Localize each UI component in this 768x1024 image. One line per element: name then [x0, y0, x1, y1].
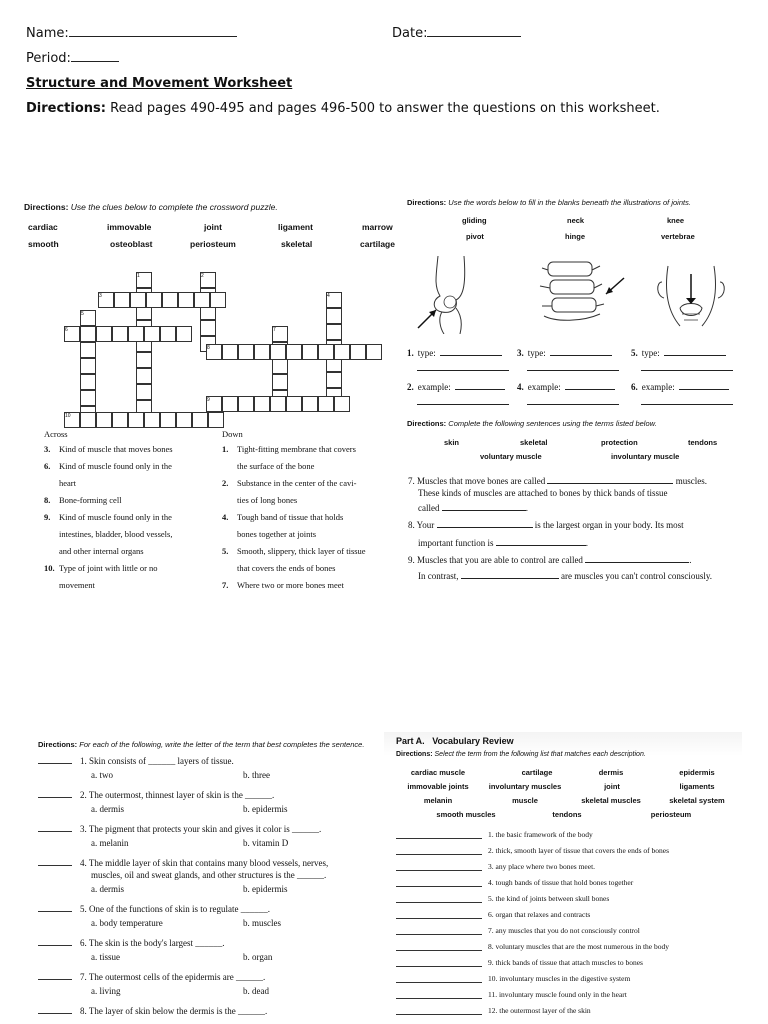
clue-text: Type of joint with little or no	[59, 563, 158, 573]
skin-question[interactable]	[38, 790, 274, 800]
crossword-clue-number: 1	[137, 273, 140, 279]
crossword-cell[interactable]	[272, 374, 288, 390]
joint-answer[interactable]	[407, 382, 505, 392]
worksheet-title: Structure and Movement Worksheet	[26, 76, 293, 91]
crossword-cell[interactable]	[80, 326, 96, 342]
vocab-item[interactable]	[396, 958, 643, 967]
crossword-cell[interactable]	[272, 358, 288, 374]
crossword-cell[interactable]	[128, 412, 144, 428]
word: tendons	[688, 438, 718, 447]
main-directions-label: Directions:	[26, 101, 106, 116]
clue-number: 9.	[44, 512, 51, 522]
clue	[222, 577, 402, 594]
clue	[222, 560, 402, 577]
word: smooth	[28, 239, 59, 249]
skin-question[interactable]	[38, 1006, 267, 1016]
answer-blank[interactable]	[38, 763, 72, 764]
vocab-description: 3. any place where two bones meet.	[488, 862, 596, 871]
clue-text: and other internal organs	[59, 546, 144, 556]
joint-label: type:	[417, 348, 436, 358]
clue-text: Smooth, slippery, thick layer of tissue	[237, 546, 366, 556]
joints-dir-text: Use the words below to fill in the blanks beneath the illustrations of joints.	[448, 198, 691, 207]
clue-text: Kind of muscle found only in the	[59, 461, 172, 471]
clue	[44, 560, 224, 577]
joint-label: type:	[527, 348, 546, 358]
crossword-cell[interactable]	[238, 396, 254, 412]
answer-blank[interactable]	[396, 966, 482, 967]
clue-text: Substance in the center of the cavi-	[237, 478, 357, 488]
vocab-word: cardiac muscle	[410, 768, 466, 777]
sentence-9[interactable]: 9. Muscles that you are able to control are called .	[408, 555, 692, 565]
vocab-description: 12. the outermost layer of the skin	[488, 1006, 591, 1015]
crossword-cell[interactable]	[326, 324, 342, 340]
vocab-description: 11. involuntary muscle found only in the heart	[488, 990, 627, 999]
vocab-word: melanin	[423, 796, 453, 805]
vocab-item[interactable]	[396, 990, 627, 999]
crossword-clue-number: 8	[207, 345, 210, 351]
vocab-dir-label: Directions:	[396, 751, 433, 758]
crossword-clue-number: 5	[81, 311, 84, 317]
skin-question[interactable]	[38, 824, 321, 834]
skin-question[interactable]	[38, 904, 270, 914]
vocab-word: muscle	[512, 796, 538, 805]
crossword-cell[interactable]	[194, 292, 210, 308]
crossword-dir-text: Use the clues below to complete the crossword puzzle.	[70, 202, 278, 212]
crossword-clue-number: 2	[201, 273, 204, 279]
crossword-cell[interactable]	[80, 358, 96, 374]
joint-answer[interactable]	[631, 382, 729, 392]
question-text: 3. The pigment that protects your skin and gives it color is ______.	[80, 824, 322, 834]
vocab-word: immovable joints	[407, 782, 469, 791]
clue-text: Kind of muscle that moves bones	[59, 444, 173, 454]
crossword-cell[interactable]	[254, 344, 270, 360]
crossword-clue-number: 9	[207, 397, 210, 403]
sentence-text: are muscles you can't control consciously.	[561, 571, 712, 581]
word: cardiac	[28, 222, 58, 232]
word: joint	[204, 222, 222, 232]
crossword-cell[interactable]	[366, 344, 382, 360]
crossword-cell[interactable]	[160, 326, 176, 342]
joint-answer-line[interactable]	[527, 370, 619, 371]
choice-a: a. two	[91, 770, 113, 780]
clue	[222, 509, 402, 526]
vocab-word: smooth muscles	[436, 810, 496, 819]
clue	[44, 526, 224, 543]
joint-answer[interactable]	[631, 348, 726, 358]
crossword-clue-number: 3	[99, 293, 102, 299]
answer-blank[interactable]	[38, 911, 72, 912]
crossword-cell[interactable]	[318, 344, 334, 360]
joint-number: 5.	[631, 348, 638, 358]
choice-b: b. dead	[243, 986, 269, 996]
vocab-word: periosteum	[650, 810, 692, 819]
answer-blank[interactable]	[38, 979, 72, 980]
word: skeletal	[281, 239, 313, 249]
word: involuntary muscle	[611, 452, 680, 461]
sentences-dir-text: Complete the following sentences using the terms listed below.	[448, 419, 657, 428]
crossword-cell[interactable]	[210, 292, 226, 308]
crossword-cell[interactable]	[80, 342, 96, 358]
clue-text: intestines, bladder, blood vessels,	[59, 529, 173, 539]
sentence-8-cont[interactable]: important function is .	[418, 538, 588, 548]
choice-b: b. vitamin D	[243, 838, 289, 848]
crossword-cell[interactable]	[80, 412, 96, 428]
main-directions-text: Read pages 490-495 and pages 496-500 to answer the questions on this worksheet.	[110, 101, 660, 116]
joint-answer-line[interactable]	[417, 404, 509, 405]
crossword-cell[interactable]	[144, 412, 160, 428]
question-text: 6. The skin is the body's largest ______.	[80, 938, 225, 948]
clue	[222, 543, 402, 560]
vocab-item[interactable]	[396, 910, 590, 919]
word: immovable	[107, 222, 152, 232]
sentence-text: called	[418, 503, 440, 513]
crossword-cell[interactable]	[350, 344, 366, 360]
word: periosteum	[190, 239, 236, 249]
vocab-word: cartilage	[521, 768, 553, 777]
vocab-item[interactable]	[396, 894, 609, 903]
word: knee	[667, 216, 685, 225]
word: neck	[567, 216, 585, 225]
vocab-item[interactable]	[396, 846, 669, 855]
sentence-7[interactable]	[408, 476, 707, 486]
crossword-cell[interactable]	[80, 374, 96, 390]
period-label: Period:	[26, 51, 71, 66]
answer-blank[interactable]	[396, 950, 482, 951]
crossword-cell[interactable]	[176, 412, 192, 428]
word: osteoblast	[110, 239, 153, 249]
answer-blank[interactable]	[396, 838, 482, 839]
crossword-cell[interactable]	[222, 396, 238, 412]
vocab-description: 7. any muscles that you do not consciously control	[488, 926, 640, 935]
crossword-cell[interactable]	[144, 326, 160, 342]
vocab-title: Vocabulary Review	[432, 736, 514, 746]
crossword-cell[interactable]	[136, 384, 152, 400]
crossword-cell[interactable]	[114, 292, 130, 308]
crossword-cell[interactable]	[208, 412, 224, 428]
vocab-item[interactable]	[396, 830, 593, 839]
crossword-cell[interactable]	[192, 412, 208, 428]
choice-b: b. epidermis	[243, 884, 288, 894]
sentence-text: is the largest organ in your body. Its most	[534, 520, 684, 530]
word: skeletal	[520, 438, 548, 447]
sentence-text: 9. Muscles that you are able to control are called	[408, 555, 583, 565]
word: pivot	[466, 232, 484, 241]
joint-answer[interactable]	[517, 382, 615, 392]
skin-question[interactable]	[38, 972, 265, 982]
choice-a: a. living	[91, 986, 121, 996]
skin-directions	[38, 740, 364, 749]
crossword-cell[interactable]	[200, 320, 216, 336]
answer-blank[interactable]	[396, 886, 482, 887]
sentence-9-cont[interactable]	[418, 571, 712, 581]
vocab-word: skeletal muscles	[581, 796, 641, 805]
across-clues	[44, 428, 224, 594]
word: hinge	[565, 232, 585, 241]
joint-answer-line[interactable]	[527, 404, 619, 405]
crossword-clue-number: 4	[327, 293, 330, 299]
choice-b: b. three	[243, 770, 270, 780]
skin-question[interactable]	[38, 756, 234, 766]
joint-answer-line[interactable]	[417, 370, 509, 371]
choice-b: b. organ	[243, 952, 273, 962]
sentence-text: muscles.	[675, 476, 707, 486]
down-title: Down	[222, 429, 243, 439]
crossword-cell[interactable]	[302, 396, 318, 412]
choice-a: a. melanin	[91, 838, 129, 848]
answer-blank[interactable]	[396, 934, 482, 935]
crossword-clue-number: 6	[65, 327, 68, 333]
vocab-item[interactable]	[396, 974, 630, 983]
answer-blank[interactable]	[396, 998, 482, 999]
crossword-cell[interactable]	[334, 344, 350, 360]
vocab-word: epidermis	[679, 768, 715, 777]
crossword-cell[interactable]	[160, 412, 176, 428]
vocab-item[interactable]	[396, 1006, 591, 1015]
crossword-cell[interactable]	[112, 326, 128, 342]
vocab-word: tendons	[552, 810, 582, 819]
answer-blank[interactable]	[396, 870, 482, 871]
clue-number: 6.	[44, 461, 51, 471]
crossword-cell[interactable]	[318, 396, 334, 412]
joint-answer-line[interactable]	[641, 404, 733, 405]
vocab-item[interactable]	[396, 862, 595, 871]
crossword-cell[interactable]	[334, 396, 350, 412]
skin-dir-text: For each of the following, write the letter of the term that best completes the sentence.	[79, 740, 365, 749]
clue	[44, 475, 224, 492]
skin-dir-label: Directions:	[38, 740, 78, 749]
crossword-cell[interactable]	[178, 292, 194, 308]
vocab-heading	[396, 736, 514, 746]
crossword-cell[interactable]	[270, 344, 286, 360]
answer-blank[interactable]	[396, 854, 482, 855]
answer-blank[interactable]	[38, 865, 72, 866]
sentence-text: important function is	[418, 538, 494, 548]
sentence-text: 8. Your	[408, 520, 435, 530]
crossword-grid[interactable]	[0, 0, 400, 430]
knee-joint-illustration	[408, 256, 496, 334]
clue-text: Tight-fitting membrane that covers	[237, 444, 356, 454]
question-text: 5. One of the functions of skin is to regulate ______.	[80, 904, 270, 914]
vocab-dir-text: Select the term from the following list that matches each description.	[434, 751, 646, 758]
word: gliding	[462, 216, 487, 225]
joint-answer[interactable]	[407, 348, 502, 358]
skin-question[interactable]	[38, 938, 225, 948]
vocab-description: 5. the kind of joints between skull bones	[488, 894, 610, 903]
clue-number: 7.	[222, 580, 229, 590]
clue-number: 8.	[44, 495, 51, 505]
vocab-word: ligaments	[679, 782, 715, 791]
clue-text: movement	[59, 580, 95, 590]
clue	[222, 492, 402, 509]
crossword-cell[interactable]	[136, 352, 152, 368]
skin-question[interactable]	[38, 858, 328, 868]
clue-text: Where two or more bones meet	[237, 580, 344, 590]
joint-answer[interactable]	[517, 348, 612, 358]
question-text: 4. The middle layer of skin that contains many blood vessels, nerves,	[80, 858, 329, 868]
clue-text: heart	[59, 478, 76, 488]
across-title: Across	[44, 429, 68, 439]
joint-number: 4.	[517, 382, 524, 392]
joint-label: type:	[641, 348, 660, 358]
crossword-cell[interactable]	[136, 368, 152, 384]
vocab-description: 8. voluntary muscles that are the most numerous in the body	[488, 942, 670, 951]
sentence-text: 7. Muscles that move bones are called	[408, 476, 546, 486]
crossword-cell[interactable]	[286, 396, 302, 412]
vocab-description: 2. thick, smooth layer of tissue that covers the ends of bones	[488, 846, 670, 855]
clue	[44, 577, 224, 594]
question-text-cont: muscles, oil and sweat glands, and other structures is the ______.	[91, 870, 327, 880]
crossword-cell[interactable]	[176, 326, 192, 342]
date-label: Date:	[392, 26, 428, 41]
vocab-word: joint	[604, 782, 620, 791]
neck-pivot-illustration	[650, 246, 732, 334]
vocab-description: 9. thick bands of tissue that attach muscles to bones	[488, 958, 643, 967]
clue-text: Tough band of tissue that holds	[237, 512, 344, 522]
vocab-word: dermis	[598, 768, 624, 777]
answer-blank[interactable]	[396, 918, 482, 919]
clue	[222, 475, 402, 492]
crossword-cell[interactable]	[326, 308, 342, 324]
joint-label: example:	[641, 382, 675, 392]
crossword-cell[interactable]	[80, 390, 96, 406]
joint-number: 1.	[407, 348, 414, 358]
crossword-cell[interactable]	[270, 396, 286, 412]
vocab-item[interactable]	[396, 942, 669, 951]
sentences-directions	[407, 419, 657, 428]
answer-blank[interactable]	[396, 1014, 482, 1015]
clue-number: 10.	[44, 563, 55, 573]
word: marrow	[362, 222, 393, 232]
joint-label: example:	[527, 382, 561, 392]
answer-blank[interactable]	[396, 902, 482, 903]
clue-text: ties of long bones	[237, 495, 298, 505]
question-text: 7. The outermost cells of the epidermis are ______.	[80, 972, 266, 982]
clue-text: the surface of the bone	[237, 461, 315, 471]
clue-text: Bone-forming cell	[59, 495, 122, 505]
choice-a: a. dermis	[91, 804, 124, 814]
answer-blank[interactable]	[38, 831, 72, 832]
down-clues	[222, 428, 402, 594]
sentence-text: In contrast,	[418, 571, 459, 581]
word: ligament	[278, 222, 313, 232]
vocab-directions	[396, 751, 646, 758]
clue-text: Kind of muscle found only in the	[59, 512, 172, 522]
joint-answer-line[interactable]	[641, 370, 733, 371]
choice-b: b. muscles	[243, 918, 281, 928]
choice-a: a. body temperature	[91, 918, 163, 928]
joint-label: example:	[417, 382, 451, 392]
word: skin	[444, 438, 460, 447]
question-text: 8. The layer of skin below the dermis is the ______.	[80, 1006, 268, 1016]
vocab-item[interactable]	[396, 926, 640, 935]
vocab-word: skeletal system	[669, 796, 725, 805]
crossword-clue-number: 7	[273, 327, 276, 333]
vocab-word: involuntary muscles	[488, 782, 562, 791]
clue-text: bones together at joints	[237, 529, 317, 539]
choice-a: a. dermis	[91, 884, 124, 894]
joint-number: 2.	[407, 382, 414, 392]
clue-text: that covers the ends of bones	[237, 563, 336, 573]
choice-b: b. epidermis	[243, 804, 288, 814]
crossword-clue-number: 10	[65, 413, 71, 419]
clue	[44, 509, 224, 526]
word: protection	[601, 438, 638, 447]
joints-directions	[407, 198, 691, 207]
crossword-cell[interactable]	[326, 372, 342, 388]
clue	[222, 441, 402, 458]
vocab-description: 6. organ that relaxes and contracts	[488, 910, 591, 919]
crossword-dir-label: Directions:	[24, 202, 69, 212]
clue	[44, 492, 224, 509]
vertebrae-illustration	[534, 256, 630, 326]
vocab-item[interactable]	[396, 878, 633, 887]
joint-number: 6.	[631, 382, 638, 392]
vocab-description: 4. tough bands of tissue that hold bones together	[488, 878, 634, 887]
choice-a: a. tissue	[91, 952, 120, 962]
clue	[44, 543, 224, 560]
sentence-8[interactable]	[408, 520, 684, 530]
clue-number: 4.	[222, 512, 229, 522]
word: vertebrae	[661, 232, 695, 241]
answer-blank[interactable]	[38, 1013, 72, 1014]
clue-number: 2.	[222, 478, 229, 488]
clue	[222, 526, 402, 543]
crossword-cell[interactable]	[96, 412, 112, 428]
word: voluntary muscle	[480, 452, 542, 461]
question-text: 1. Skin consists of ______ layers of tissue.	[80, 756, 234, 766]
crossword-cell[interactable]	[146, 292, 162, 308]
crossword-cell[interactable]	[302, 344, 318, 360]
clue	[44, 458, 224, 475]
question-text: 2. The outermost, thinnest layer of skin is the ______.	[80, 790, 275, 800]
crossword-cell[interactable]	[286, 344, 302, 360]
answer-blank[interactable]	[38, 797, 72, 798]
answer-blank[interactable]	[396, 982, 482, 983]
clue-number: 3.	[44, 444, 51, 454]
joints-dir-label: Directions:	[407, 198, 447, 207]
clue	[222, 458, 402, 475]
joint-number: 3.	[517, 348, 524, 358]
vocab-part: Part A.	[396, 736, 425, 746]
name-label: Name:	[26, 26, 69, 41]
sentences-dir-label: Directions:	[407, 419, 447, 428]
clue	[44, 441, 224, 458]
crossword-cell[interactable]	[96, 326, 112, 342]
sentence-7-cont: These kinds of muscles are attached to bones by thick bands of tissue	[418, 488, 668, 498]
vocab-description: 1. the basic framework of the body	[488, 830, 593, 839]
answer-blank[interactable]	[38, 945, 72, 946]
crossword-cell[interactable]	[222, 344, 238, 360]
crossword-cell[interactable]	[238, 344, 254, 360]
crossword-cell[interactable]	[130, 292, 146, 308]
crossword-cell[interactable]	[254, 396, 270, 412]
word: cartilage	[360, 239, 395, 249]
sentence-7-called[interactable]: called .	[418, 503, 528, 513]
date-field[interactable]	[392, 26, 521, 41]
crossword-cell[interactable]	[162, 292, 178, 308]
crossword-cell[interactable]	[112, 412, 128, 428]
clue-number: 5.	[222, 546, 229, 556]
vocab-description: 10. involuntary muscles in the digestive system	[488, 974, 631, 983]
clue-number: 1.	[222, 444, 229, 454]
crossword-cell[interactable]	[128, 326, 144, 342]
